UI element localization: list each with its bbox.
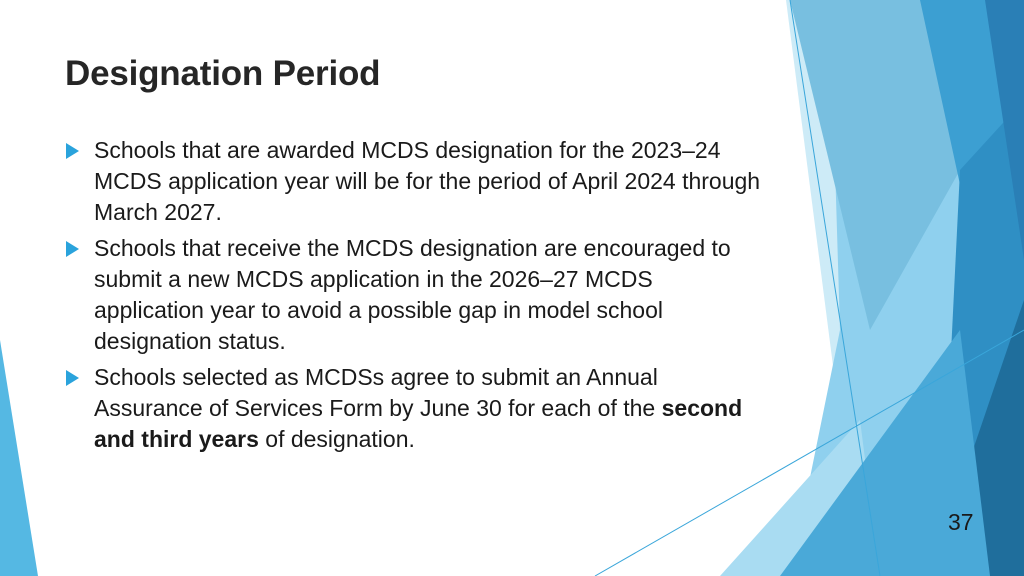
bullet-text: Schools that receive the MCDS designation are encouraged to submit a new MCDS application in the 2026–27 MCDS application year to avoid a possible gap in model school designation status. — [94, 235, 731, 354]
left-sliver-shape — [0, 340, 38, 576]
slide-title: Designation Period — [65, 54, 381, 93]
bullet-text: Schools that are awarded MCDS designation for the 2023–24 MCDS application year will be for the period of April 2024 through March 2027. — [94, 137, 761, 225]
bullet-item — [66, 362, 766, 455]
bullet-text-after: of designation. — [258, 426, 415, 452]
page-number: 37 — [948, 509, 974, 535]
triangle-right-icon — [66, 370, 79, 386]
bullet-list — [66, 135, 766, 460]
bullet-text-before: Schools selected as MCDSs agree to submit an Annual Assurance of Services Form by June 30 for each of the — [94, 364, 662, 421]
bullet-item — [66, 135, 766, 228]
bullet-text-bold: second and third years — [94, 395, 743, 452]
triangle-right-icon — [66, 241, 79, 257]
bullet-item — [66, 233, 766, 357]
triangle-right-icon — [66, 143, 79, 159]
